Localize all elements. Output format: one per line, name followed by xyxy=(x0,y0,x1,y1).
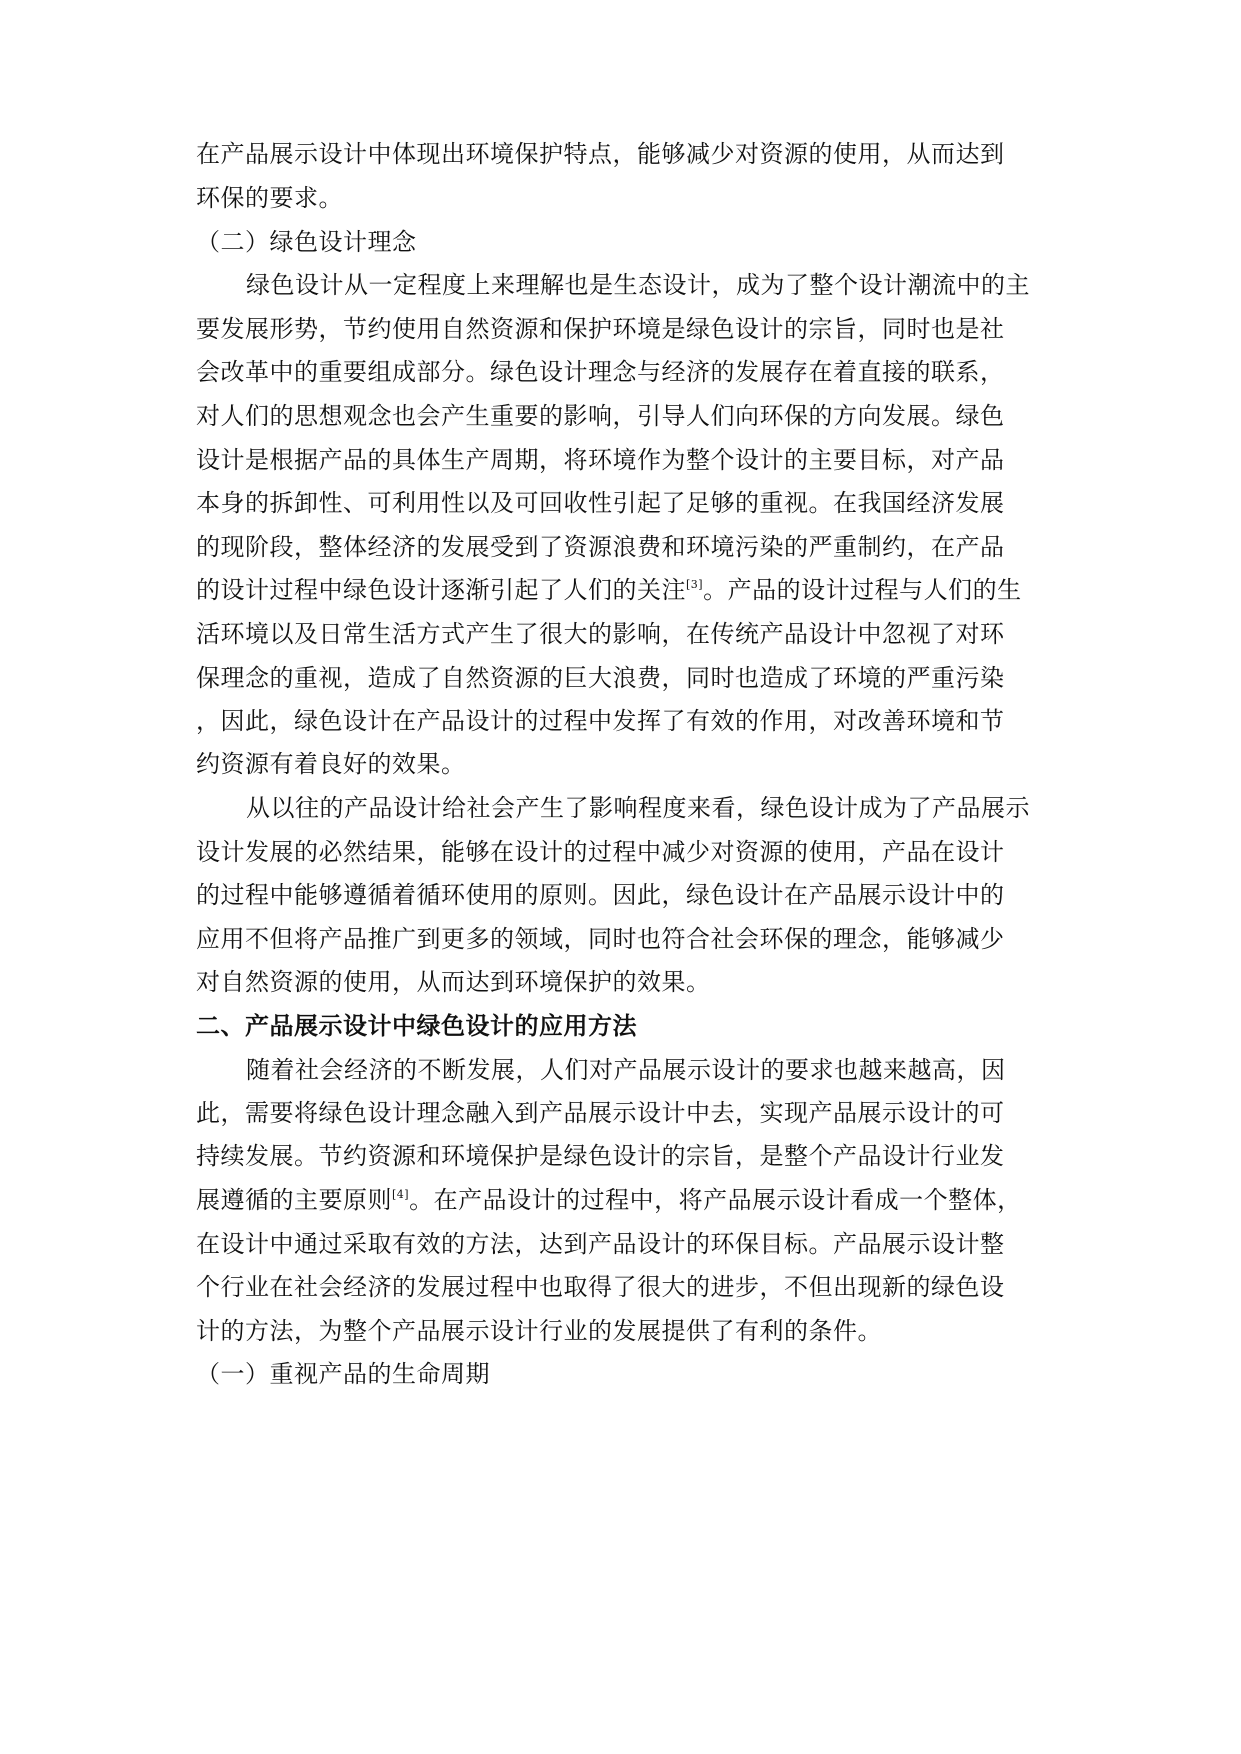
paragraph-line: 持续发展。节约资源和环境保护是绿色设计的宗旨，是整个产品设计行业发 xyxy=(196,1142,1005,1170)
paragraph-line xyxy=(196,575,1022,605)
paragraph-line xyxy=(196,1185,1022,1215)
line-text: 的设计过程中绿色设计逐渐引起了人们的关注 xyxy=(196,576,686,604)
line-text: 展遵循的主要原则 xyxy=(196,1186,392,1214)
paragraph-line: 约资源有着良好的效果。 xyxy=(196,750,466,778)
section-heading: 二、产品展示设计中绿色设计的应用方法 xyxy=(196,1011,637,1040)
paragraph-line: 从以往的产品设计给社会产生了影响程度来看，绿色设计成为了产品展示 xyxy=(246,794,1030,822)
paragraph-line: 此，需要将绿色设计理念融入到产品展示设计中去，实现产品展示设计的可 xyxy=(196,1099,1005,1127)
paragraph-line: 在产品展示设计中体现出环境保护特点，能够减少对资源的使用，从而达到 xyxy=(196,140,1005,168)
paragraph-line: 设计发展的必然结果，能够在设计的过程中减少对资源的使用，产品在设计 xyxy=(196,838,1005,866)
paragraph-line: 环保的要求。 xyxy=(196,184,343,212)
paragraph-line: 应用不但将产品推广到更多的领域，同时也符合社会环保的理念，能够减少 xyxy=(196,925,1005,953)
paragraph-line: ，因此，绿色设计在产品设计的过程中发挥了有效的作用，对改善环境和节 xyxy=(196,707,1005,735)
paragraph-line: 活环境以及日常生活方式产生了很大的影响，在传统产品设计中忽视了对环 xyxy=(196,620,1005,648)
line-text: 。在产品设计的过程中，将产品展示设计看成一个整体， xyxy=(409,1186,1022,1214)
paragraph-line: 对人们的思想观念也会产生重要的影响，引导人们向环保的方向发展。绿色 xyxy=(196,402,1005,430)
paragraph-line: 对自然资源的使用，从而达到环境保护的效果。 xyxy=(196,968,711,996)
paragraph-line: 随着社会经济的不断发展，人们对产品展示设计的要求也越来越高，因 xyxy=(246,1056,1006,1084)
citation-marker: [3] xyxy=(686,578,704,591)
paragraph-line: 个行业在社会经济的发展过程中也取得了很大的进步，不但出现新的绿色设 xyxy=(196,1273,1005,1301)
paragraph-line: 本身的拆卸性、可利用性以及可回收性引起了足够的重视。在我国经济发展 xyxy=(196,489,1005,517)
paragraph-line: 的过程中能够遵循着循环使用的原则。因此，绿色设计在产品展示设计中的 xyxy=(196,881,1005,909)
paragraph-line: 保理念的重视，造成了自然资源的巨大浪费，同时也造成了环境的严重污染 xyxy=(196,664,1005,692)
paragraph-line: 设计是根据产品的具体生产周期，将环境作为整个设计的主要目标，对产品 xyxy=(196,446,1005,474)
paragraph-line: 在设计中通过采取有效的方法，达到产品设计的环保目标。产品展示设计整 xyxy=(196,1230,1005,1258)
citation-marker: [4] xyxy=(392,1188,410,1201)
paragraph-line: 计的方法，为整个产品展示设计行业的发展提供了有利的条件。 xyxy=(196,1317,882,1345)
paragraph-line: 要发展形势，节约使用自然资源和保护环境是绿色设计的宗旨，同时也是社 xyxy=(196,315,1005,343)
paragraph-line: 会改革中的重要组成部分。绿色设计理念与经济的发展存在着直接的联系， xyxy=(196,358,1005,386)
section-subheading: （一）重视产品的生命周期 xyxy=(196,1360,490,1388)
section-subheading: （二）绿色设计理念 xyxy=(196,228,417,256)
line-text: 。产品的设计过程与人们的生 xyxy=(703,576,1022,604)
paragraph-line: 的现阶段，整体经济的发展受到了资源浪费和环境污染的严重制约，在产品 xyxy=(196,533,1005,561)
paragraph-line: 绿色设计从一定程度上来理解也是生态设计，成为了整个设计潮流中的主 xyxy=(246,271,1030,299)
